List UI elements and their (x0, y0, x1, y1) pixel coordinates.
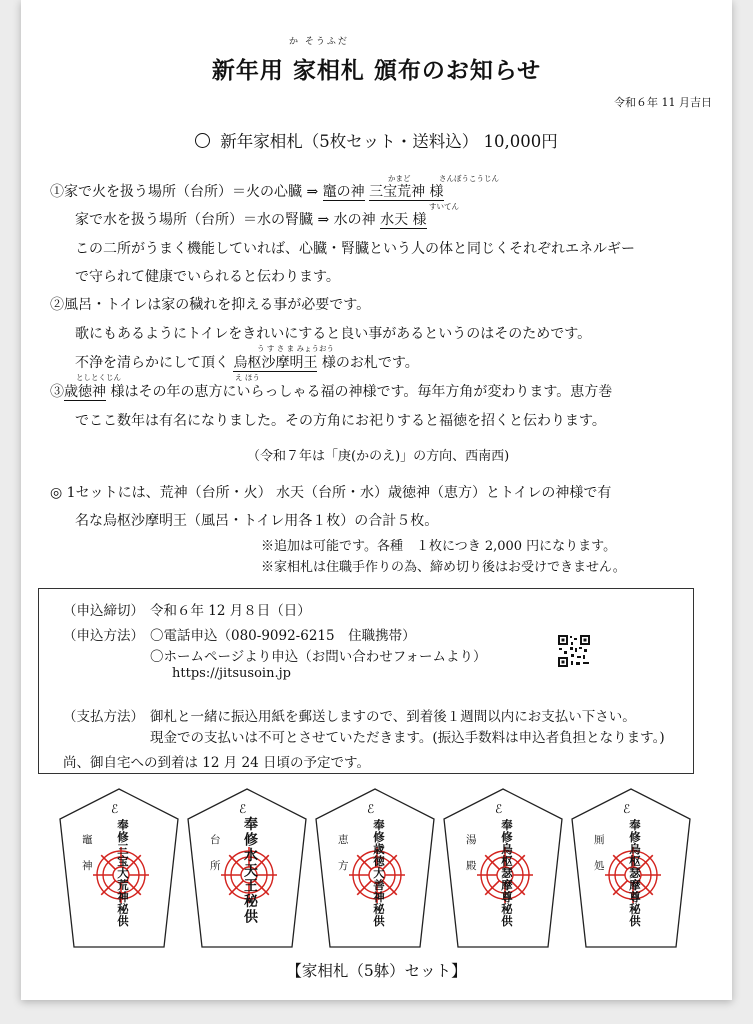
section1-line2-pre: 家で水を扱う場所（台所）＝水の腎臓 ⇒ 水の神 (75, 212, 381, 228)
subtitle (21, 128, 732, 152)
circle-icon (195, 133, 210, 148)
section2-line3 (75, 352, 419, 372)
sanbou-koujin: 三宝荒神 様 (369, 184, 444, 200)
charm-set-illustration (55, 787, 695, 952)
charm-side-label: 湯殿 (466, 834, 477, 872)
section2-line2: 歌にもあるようにトイレをきれいにすると良い事があるというのはそのためです。 (75, 326, 592, 342)
section1-line1-pre: ①家で火を扱う場所（台所）＝火の心臓 ⇒ (50, 184, 323, 200)
section3-line3: （令和７年は「庚(かのえ)」の方向、西南西) (247, 449, 510, 464)
set-note-line3: ※追加は可能です。各種 １枚につき 2,000 円になります。 (261, 539, 617, 554)
section1-line2 (75, 209, 427, 229)
section3-line1 (50, 381, 612, 401)
method-web: 〇ホームページより申込（お問い合わせフォームより） (150, 649, 487, 665)
charm-main-text: 奉修烏枢瑟摩尊秘供 (501, 818, 513, 928)
charm-seed-mark: ℰ (111, 802, 119, 816)
section2-line3-pre: 不浄を清らかにして頂く (75, 355, 234, 371)
payment-line1: 御札と一緒に振込用紙を郵送しますので、到着後１週間以内にお支払い下さい。 (150, 709, 636, 725)
set-note-line1: ◎ 1セットには、荒神（台所・火） 水天（台所・水）歳徳神（恵方）とトイレの神様で有 (50, 485, 612, 501)
homepage-url[interactable]: https://jitsusoin.jp (172, 666, 291, 681)
deadline-label: （申込締切） (63, 603, 144, 619)
charm-1 (60, 789, 178, 947)
subtitle-text: 新年家相札（5枚セット・送料込） 10,000円 (220, 132, 558, 151)
ususama-ruby: う す さ ま みょうおう (257, 344, 335, 353)
charm-side-label: 竈神 (82, 834, 93, 872)
set-note-line4: ※家相札は住職手作りの為、締め切り後はお受けできません。 (261, 560, 626, 575)
charm-seed-mark: ℰ (495, 802, 503, 816)
title-ruby: か そうふだ (289, 37, 349, 47)
delivery-note: 尚、御自宅への到着は 12 月 24 日頃の予定です。 (63, 755, 370, 771)
charm-seed-mark: ℰ (623, 802, 631, 816)
charm-main-text: 奉修歳徳大善神秘供 (373, 818, 385, 928)
kamado-ruby: かまど (388, 174, 411, 183)
section1-line1 (50, 181, 444, 201)
toshitoku-ruby: としとくじん (76, 373, 121, 382)
section1-line4: で守られて健康でいられると伝わります。 (75, 269, 340, 285)
suiten: 水天 様 (380, 212, 427, 228)
page-title: 新年用 家相札 頒布のお知らせ (211, 57, 542, 84)
koujin-ruby: さんぼうこうじん (439, 174, 499, 183)
ehou-ruby: え ほう (235, 373, 260, 382)
method-label: （申込方法） (63, 628, 144, 644)
suiten-ruby: すいてん (429, 202, 459, 211)
method-phone: 〇電話申込（080-9092-6215 住職携帯） (150, 628, 416, 644)
charm-seed-mark: ℰ (239, 802, 247, 816)
kamado-god: 竈の神 (322, 184, 365, 200)
qr-code-icon[interactable] (557, 634, 591, 668)
payment-line2: 現金での支払いは不可とさせていただきます。(振込手数料は申込者負担となります。) (150, 730, 665, 746)
deadline-value: 令和６年 12 月８日（日） (150, 603, 311, 619)
charm-side-label: 厠処 (594, 834, 605, 872)
charm-4 (444, 789, 562, 947)
section2-line3-post: 様のお札です。 (317, 355, 419, 371)
charm-3 (316, 789, 434, 947)
set-note-line2: 名な烏枢沙摩明王（風呂・トイレ用各１枚）の合計５枚。 (75, 513, 439, 529)
toshitoku-jin: 歳徳神 (64, 384, 106, 400)
payment-label: （支払方法） (63, 709, 144, 725)
charm-main-text: 奉修三宝大荒神秘供 (117, 818, 129, 928)
charm-5 (572, 789, 690, 947)
charm-set-caption: 【家相札（5躰）セット】 (286, 962, 467, 980)
section1-line3: この二所がうまく機能していれば、心臓・腎臓という人の体と同じくそれぞれエネルギー (75, 241, 635, 257)
charm-seed-mark: ℰ (367, 802, 375, 816)
section3-line2: でここ数年は有名になりました。その方角にお祀りすると福徳を招くと伝わります。 (75, 413, 606, 429)
section3-num: ③ (50, 384, 64, 400)
issue-date: 令和６年 11 月吉日 (614, 96, 712, 109)
section2-line1: ②風呂・トイレは家の穢れを抑える事が必要です。 (50, 297, 371, 313)
charm-main-text: 奉修烏枢瑟摩尊秘供 (629, 818, 641, 928)
charm-side-label: 台所 (210, 834, 221, 872)
charm-2 (188, 789, 306, 947)
ususama-myouou: 烏枢沙摩明王 (233, 355, 318, 371)
charm-side-label: 恵方 (338, 834, 349, 872)
charm-main-text: 奉修水天王秘供 (244, 817, 258, 926)
section3-line1-post: 様はその年の恵方にいらっしゃる福の神様です。毎年方角が変わります。恵方巻 (106, 384, 613, 400)
